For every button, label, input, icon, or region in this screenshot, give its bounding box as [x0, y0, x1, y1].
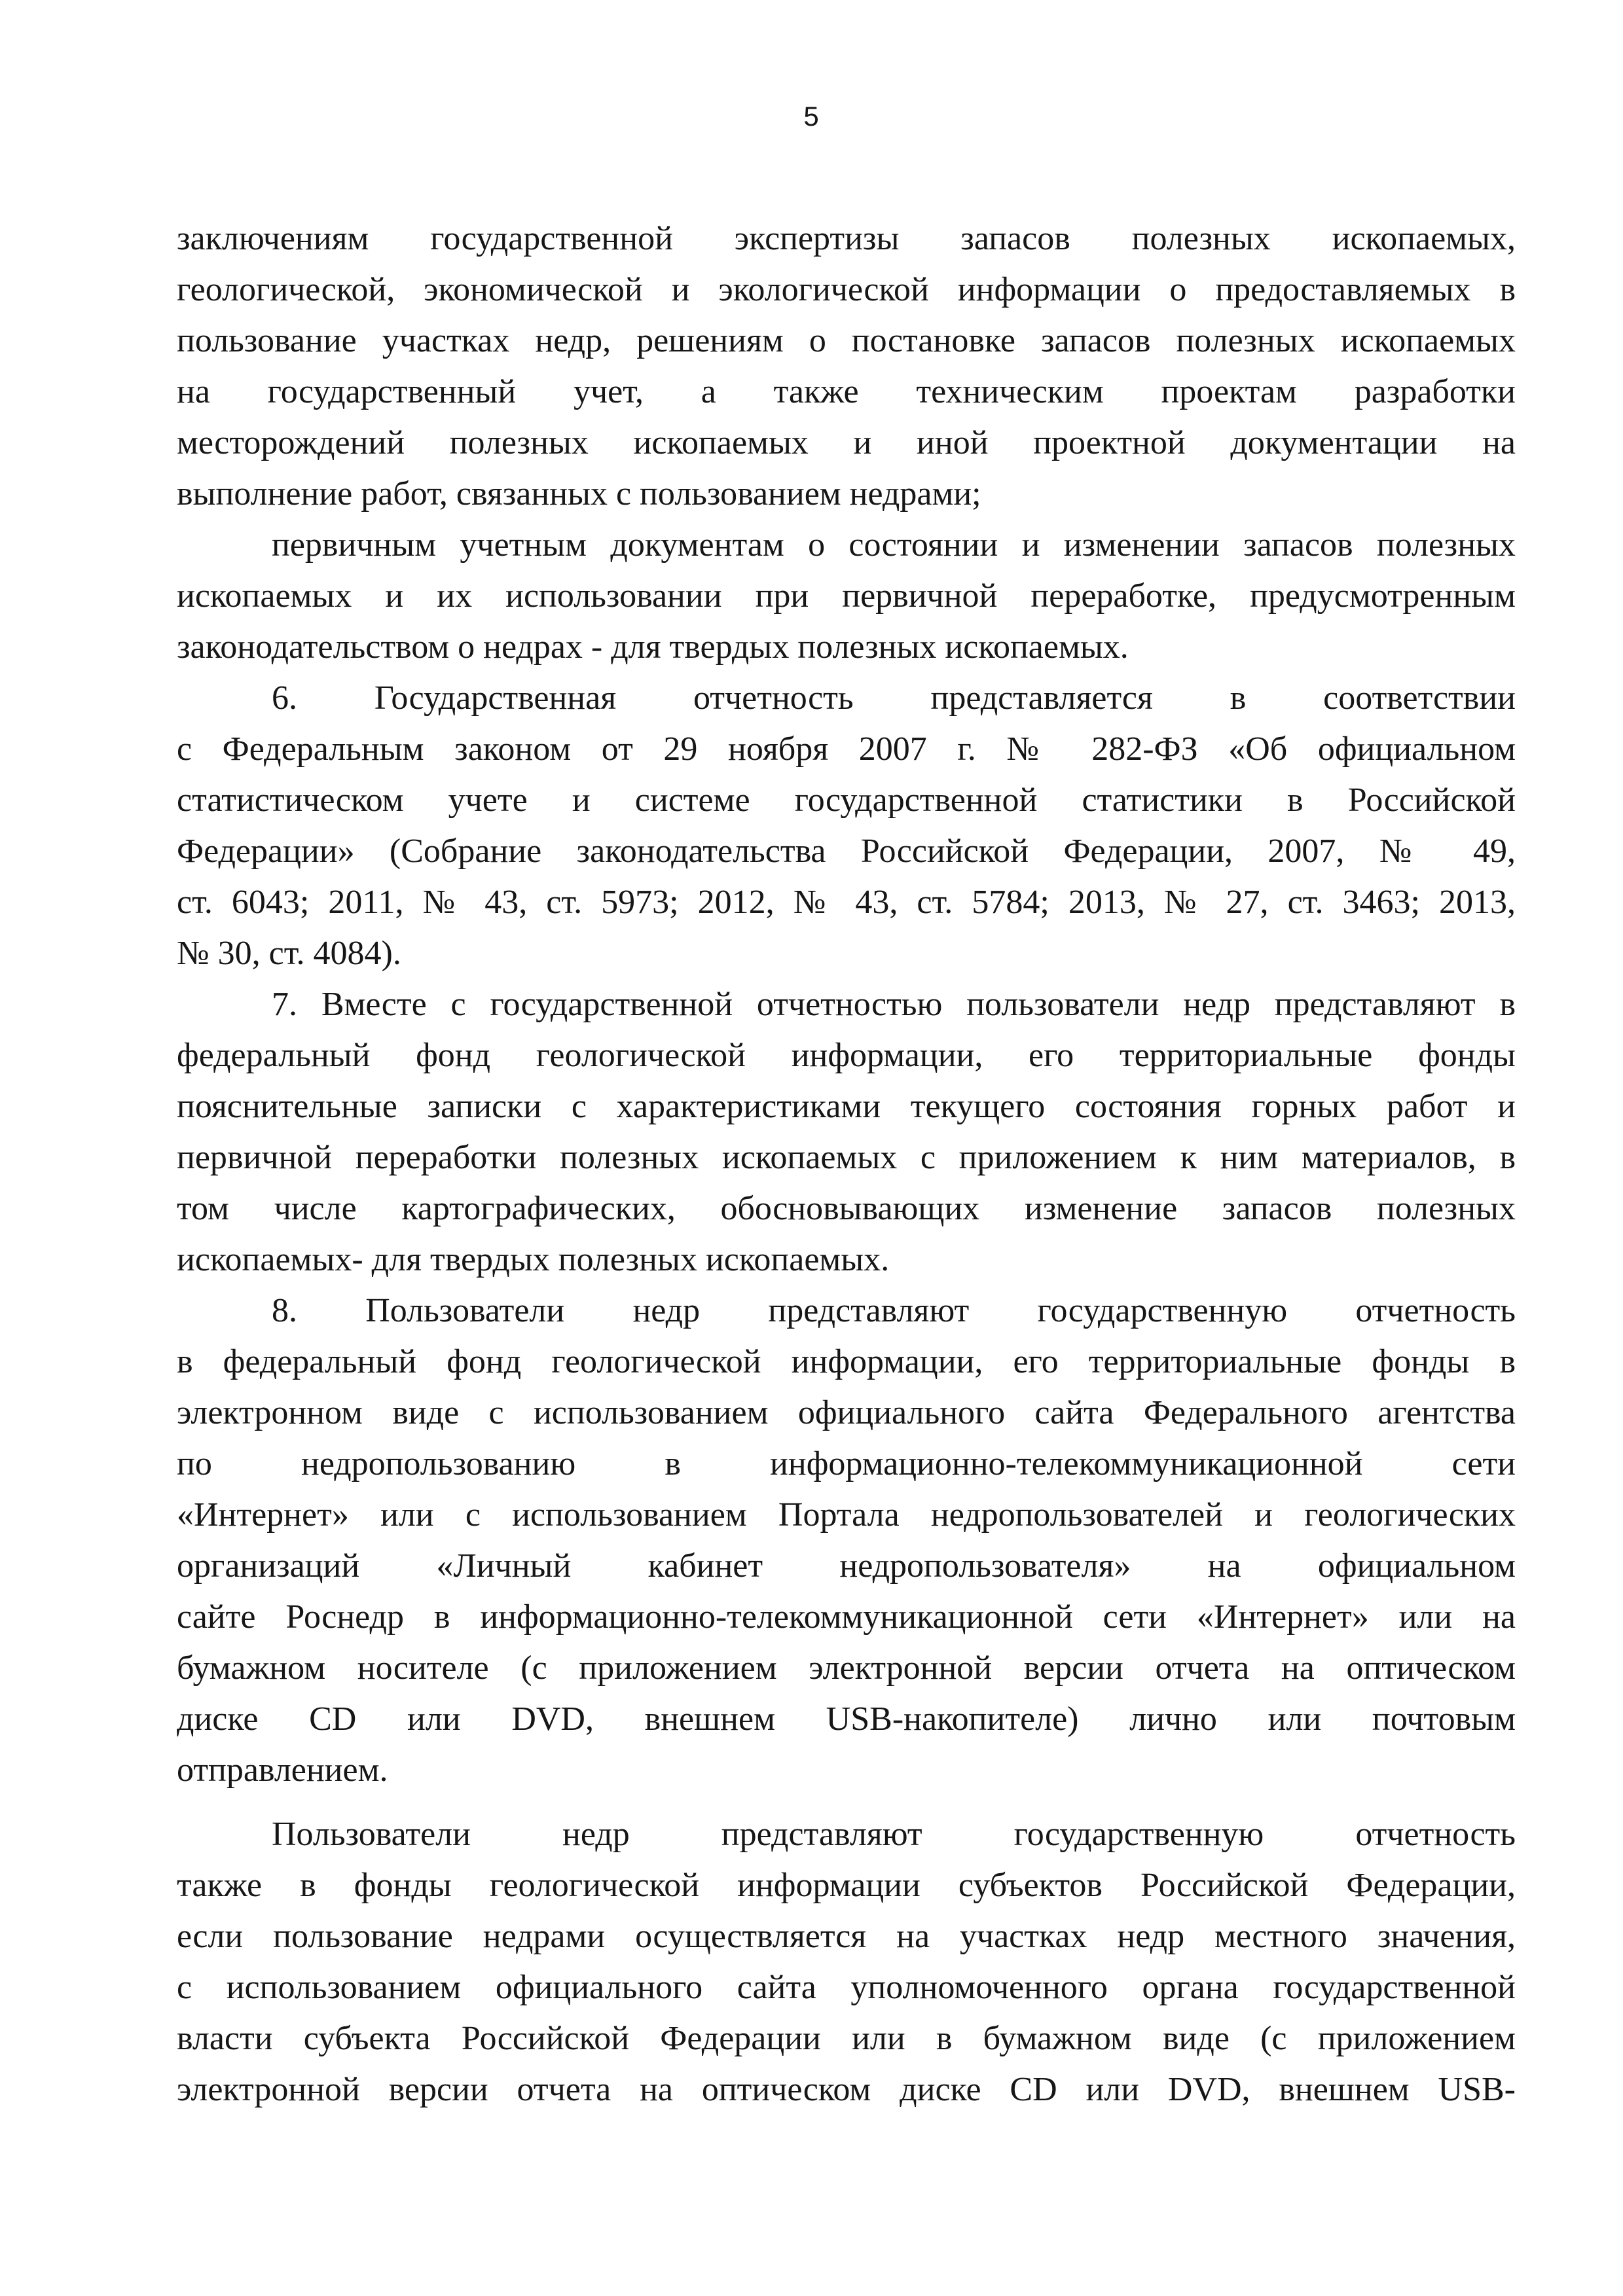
text-line: статистическом учете и системе государственной статистики в Российской [177, 781, 1516, 819]
text-line: 7. Вместе с государственной отчетностью пользователи недр представляют в [272, 986, 1516, 1023]
text-line: если пользование недрами осуществляется на участках недр местного значения, [177, 1918, 1516, 1955]
document-body [177, 213, 1516, 2115]
text-line: с использованием официального сайта уполномоченного органа государственной [177, 1969, 1516, 2006]
text-line: заключениям государственной экспертизы запасов полезных ископаемых, [177, 220, 1516, 257]
text-line: законодательством о недрах - для твердых полезных ископаемых. [177, 628, 1129, 666]
text-line: пользование участках недр, решениям о постановке запасов полезных ископаемых [177, 322, 1516, 359]
text-line: Федерации» (Собрание законодательства Российской Федерации, 2007, № 49, [177, 833, 1516, 870]
text-line: бумажном носителе (с приложением электронной версии отчета на оптическом [177, 1649, 1516, 1687]
text-line: федеральный фонд геологической информации, его территориальные фонды [177, 1037, 1516, 1074]
text-line: власти субъекта Российской Федерации или в бумажном виде (с приложением [177, 2020, 1516, 2057]
text-line: выполнение работ, связанных с пользованием недрами; [177, 475, 981, 512]
paragraph-item-7 [177, 979, 1516, 1285]
text-line: 6. Государственная отчетность представляется в соответствии [272, 679, 1516, 717]
text-line: 8. Пользователи недр представляют государственную отчетность [272, 1292, 1516, 1329]
text-line: «Интернет» или с использованием Портала недропользователей и геологических [177, 1496, 1516, 1534]
paragraph-item-8 [177, 1285, 1516, 1796]
text-line: организаций «Личный кабинет недропользователя» на официальном [177, 1547, 1516, 1585]
text-line: на государственный учет, а также техническим проектам разработки [177, 373, 1516, 410]
text-line: месторождений полезных ископаемых и иной проектной документации на [177, 424, 1516, 461]
text-line: том числе картографических, обосновывающих изменение запасов полезных [177, 1190, 1516, 1227]
text-line: по недропользованию в информационно-телекоммуникационной сети [177, 1445, 1516, 1482]
text-line: Пользователи недр представляют государственную отчетность [272, 1816, 1516, 1853]
text-line: ст. 6043; 2011, № 43, ст. 5973; 2012, № 43, ст. 5784; 2013, № 27, ст. 3463; 2013, [177, 884, 1516, 921]
text-line: с Федеральным законом от 29 ноября 2007 г. № 282-ФЗ «Об официальном [177, 730, 1516, 768]
paragraph-item-6 [177, 673, 1516, 979]
text-line: ископаемых и их использовании при первичной переработке, предусмотренным [177, 577, 1516, 615]
text-line: электронной версии отчета на оптическом диске CD или DVD, внешнем USB- [177, 2071, 1516, 2108]
text-line: сайте Роснедр в информационно-телекоммуникационной сети «Интернет» или на [177, 1598, 1516, 1636]
text-line: также в фонды геологической информации субъектов Российской Федерации, [177, 1867, 1516, 1904]
paragraph-continuation [177, 213, 1516, 520]
text-line: диске CD или DVD, внешнем USB-накопителе) лично или почтовым [177, 1700, 1516, 1738]
text-line: отправлением. [177, 1751, 388, 1789]
text-line: первичным учетным документам о состоянии и изменении запасов полезных [272, 526, 1516, 564]
text-line: в федеральный фонд геологической информации, его территориальные фонды в [177, 1343, 1516, 1380]
paragraph-primary-documents [177, 520, 1516, 673]
text-line: электронном виде с использованием официального сайта Федерального агентства [177, 1394, 1516, 1431]
text-line: ископаемых- для твердых полезных ископаемых. [177, 1241, 890, 1278]
text-line: пояснительные записки с характеристиками текущего состояния горных работ и [177, 1088, 1516, 1125]
text-line: № 30, ст. 4084). [177, 935, 401, 972]
page-number: 5 [803, 101, 820, 132]
text-line: геологической, экономической и экологической информации о предоставляемых в [177, 271, 1516, 308]
text-line: первичной переработки полезных ископаемых с приложением к ним материалов, в [177, 1139, 1516, 1176]
paragraph-regional-funds [177, 1809, 1516, 2115]
